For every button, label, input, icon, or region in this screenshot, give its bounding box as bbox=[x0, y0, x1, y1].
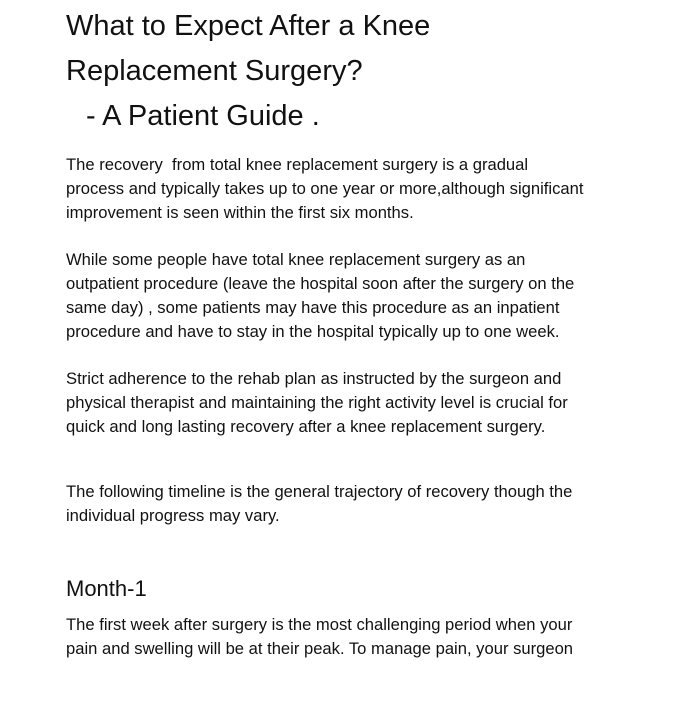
paragraph-line: The following timeline is the general trajectory of recovery though the bbox=[66, 482, 573, 501]
paragraph-line: individual progress may vary. bbox=[66, 506, 280, 525]
section-heading-month-1: Month-1 bbox=[66, 576, 147, 601]
paragraph-line: same day) , some patients may have this procedure as an inpatient bbox=[66, 298, 560, 317]
paragraph-line: pain and swelling will be at their peak. To manage pain, your surgeon bbox=[66, 639, 574, 658]
paragraph-line: outpatient procedure (leave the hospital soon after the surgery on the bbox=[66, 274, 575, 293]
paragraph-line: Strict adherence to the rehab plan as instructed by the surgeon and bbox=[66, 369, 562, 388]
paragraph-line: physical therapist and maintaining the right activity level is crucial for bbox=[66, 393, 568, 412]
title-line: Replacement Surgery? bbox=[66, 55, 363, 87]
page-subtitle: - A Patient Guide . bbox=[86, 100, 320, 132]
paragraph-line: The recovery from total knee replacement surgery is a gradual bbox=[66, 155, 529, 174]
timeline-paragraph bbox=[66, 480, 572, 528]
rehab-paragraph bbox=[66, 367, 568, 439]
paragraph-line: procedure and have to stay in the hospital typically up to one week. bbox=[66, 322, 560, 341]
paragraph-line: improvement is seen within the first six months. bbox=[66, 203, 414, 222]
paragraph-line: While some people have total knee replacement surgery as an bbox=[66, 250, 526, 269]
page-title bbox=[66, 4, 430, 139]
paragraph-line: quick and long lasting recovery after a knee replacement surgery. bbox=[66, 417, 546, 436]
title-line: What to Expect After a Knee bbox=[66, 10, 431, 42]
procedure-paragraph bbox=[66, 248, 574, 344]
paragraph-line: process and typically takes up to one year or more,although significant bbox=[66, 179, 584, 198]
intro-paragraph bbox=[66, 153, 583, 225]
month-1-paragraph bbox=[66, 613, 573, 661]
paragraph-line: The first week after surgery is the most challenging period when your bbox=[66, 615, 573, 634]
